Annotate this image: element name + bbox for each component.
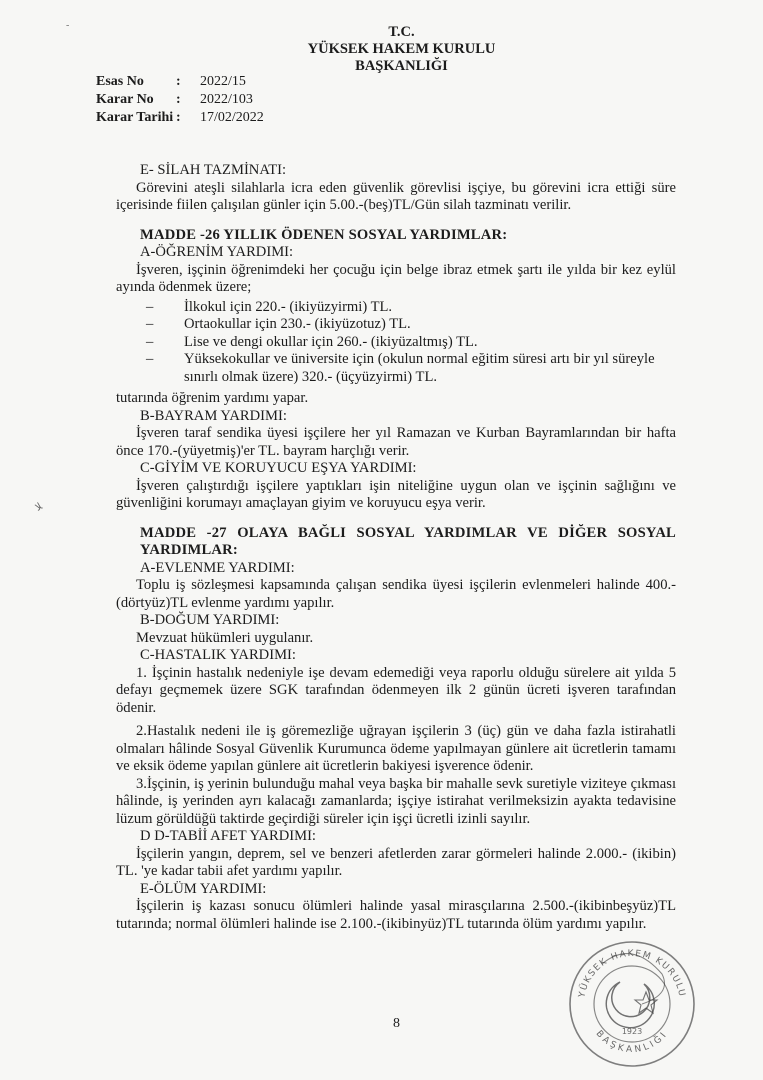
bayram-text: İşveren taraf sendika üyesi işçilere her yıl Ramazan ve Kurban Bayramlarından bir hafta önce 170.-(yüyetmiş)'er TL. bayram harçlığı verir. (116, 425, 676, 459)
olum-text: İşçilerin iş kazası sonucu ölümleri halinde yasal mirasçılarına 2.500.-(ikibinbeşyüz)TL tutarında; normal ölümleri halinde ise 2.100.-(ikibinyüz)TL tutarında ölüm yardımı yapılır. (116, 898, 676, 932)
list-item: – Ortaokullar için 230.- (ikiyüzotuz) TL. (146, 316, 676, 334)
meta-value: 2022/15 (200, 74, 246, 89)
dogum-text: Mevzuat hükümleri uygulanır. (136, 629, 314, 646)
header-tc: T.C. (388, 24, 415, 40)
meta-colon: : (176, 74, 181, 89)
list-item: – Yüksekokullar ve üniversite için (okulun normal eğitim süresi artı bir yıl süreyle sınırlı olmak üzere) 320.- (üçyüzyirmi) TL. (146, 351, 676, 386)
seal-year: 1923 (621, 1027, 643, 1036)
list-item: – Lise ve dengi okullar için 260.- (ikiyüzaltmış) TL. (146, 334, 676, 352)
meta-key: Esas No (96, 74, 144, 89)
case-meta (96, 73, 264, 127)
ogrenim-heading: A-ÖĞRENİM YARDIMI: (140, 244, 294, 260)
bayram-heading: B-BAYRAM YARDIMI: (140, 407, 287, 424)
madde-26-title: MADDE -26 YILLIK ÖDENEN SOSYAL YARDIMLAR: (140, 226, 508, 243)
olum-heading: E-ÖLÜM YARDIMI: (140, 880, 267, 897)
dogum-heading: B-DOĞUM YARDIMI: (140, 612, 280, 628)
official-seal-stamp (562, 934, 702, 1074)
seal-top-text: YÜKSEK HAKEM KURULU (577, 948, 687, 999)
document-header (0, 24, 763, 75)
header-institution: YÜKSEK HAKEM KURULU (307, 41, 496, 57)
silah-text: Görevini ateşli silahlarla icra eden güvenlik görevlisi işçiye, bu görevini icra ettiği süre içerisinde fiilen çalışılan günler için 5.00.-(beş)TL/Gün silah tazminatı verilir. (116, 179, 676, 213)
meta-colon: : (176, 92, 181, 107)
document-body (116, 162, 676, 933)
hastalik-item-2: 2.Hastalık nedeni ile iş göremezliğe uğrayan işçilerin 3 (üç) gün ve daha fazla istirahatli olmaları hâlinde Sosyal Güvenlik Kurumunca ödeme yapılmayan günlere ait ücretlerin tamamı ve eksik ödeme yapılan günlere ait ücretlerin bakiyesi işverence ödenir. (116, 723, 676, 774)
meta-colon: : (176, 110, 181, 125)
afet-text: İşçilerin yangın, deprem, sel ve benzeri afetlerden zarar görmeleri halinde 2.000.- (ikibin) TL. 'ye kadar tabii afet yardımı yapılır. (116, 845, 676, 879)
hastalik-heading: C-HASTALIK YARDIMI: (140, 647, 296, 663)
margin-handwritten-mark: ﻼ (33, 501, 45, 514)
madde-27-title: MADDE -27 OLAYA BAĞLI SOSYAL YARDIMLAR VE DİĞER SOSYAL YARDIMLAR: (140, 524, 676, 558)
meta-key: Karar Tarihi (96, 110, 174, 125)
meta-row-esas (96, 73, 264, 91)
seal-bottom-text: BAŞKANLIĞI (593, 1028, 671, 1056)
silah-heading: E- SİLAH TAZMİNATI: (140, 162, 287, 178)
giyim-text: İşveren çalıştırdığı işçilere yaptıkları işin niteliğine uygun olan ve işçinin sağlığını ve güvenliğini korumayı amaçlayan giyim ve koruyucu eşya verir. (116, 477, 676, 511)
meta-value: 17/02/2022 (200, 110, 264, 125)
afet-heading: D D-TABİİ AFET YARDIMI: (140, 828, 316, 844)
meta-key: Karar No (96, 92, 154, 107)
ogrenim-list (146, 299, 676, 387)
scan-speck: - (66, 20, 70, 31)
svg-text:YÜKSEK HAKEM KURULU (577, 949, 686, 999)
giyim-heading: C-GİYİM VE KORUYUCU EŞYA YARDIMI: (140, 460, 417, 476)
hastalik-item-1: 1. İşçinin hastalık nedeniyle işe devam edemediği veya raporlu olduğu sürelere ait yılda 5 defayı geçmemek üzere SGK tarafından ödenmeyen ilk 2 günün ücreti işveren tarafından ödenir. (116, 664, 676, 716)
ogrenim-tail: tutarında öğrenim yardımı yapar. (116, 390, 309, 406)
list-item: – İlkokul için 220.- (ikiyüzyirmi) TL. (146, 299, 676, 317)
ogrenim-text: İşveren, işçinin öğrenimdeki her çocuğu için belge ibraz etmek şartı ile yılda bir kez eylül ayında ödenmek üzere; (116, 261, 676, 295)
evlenme-heading: A-EVLENME YARDIMI: (140, 559, 295, 576)
page-number: 8 (393, 1016, 400, 1031)
evlenme-text: Toplu iş sözleşmesi kapsamında çalışan sendika üyesi işçilerin evlenmeleri halinde 400.-(dörtyüz)TL evlenme yardımı yapılır. (116, 577, 676, 611)
hastalik-item-3: 3.İşçinin, iş yerinin bulunduğu mahal veya başka bir mahalle sevk suretiyle viziteye çıkması hâlinde, iş yerinden ayrı kalacağı zamanlarda; işçiye istirahat verilmeksizin ayakta tedavisine lüzum görüldüğü taktirde geçirdiği süreler için işçi ücretli izinli sayılır. (116, 775, 676, 827)
meta-row-tarih (96, 109, 264, 127)
header-presidency: BAŞKANLIĞI (355, 58, 448, 74)
meta-value: 2022/103 (200, 92, 253, 107)
meta-row-karar (96, 91, 264, 109)
